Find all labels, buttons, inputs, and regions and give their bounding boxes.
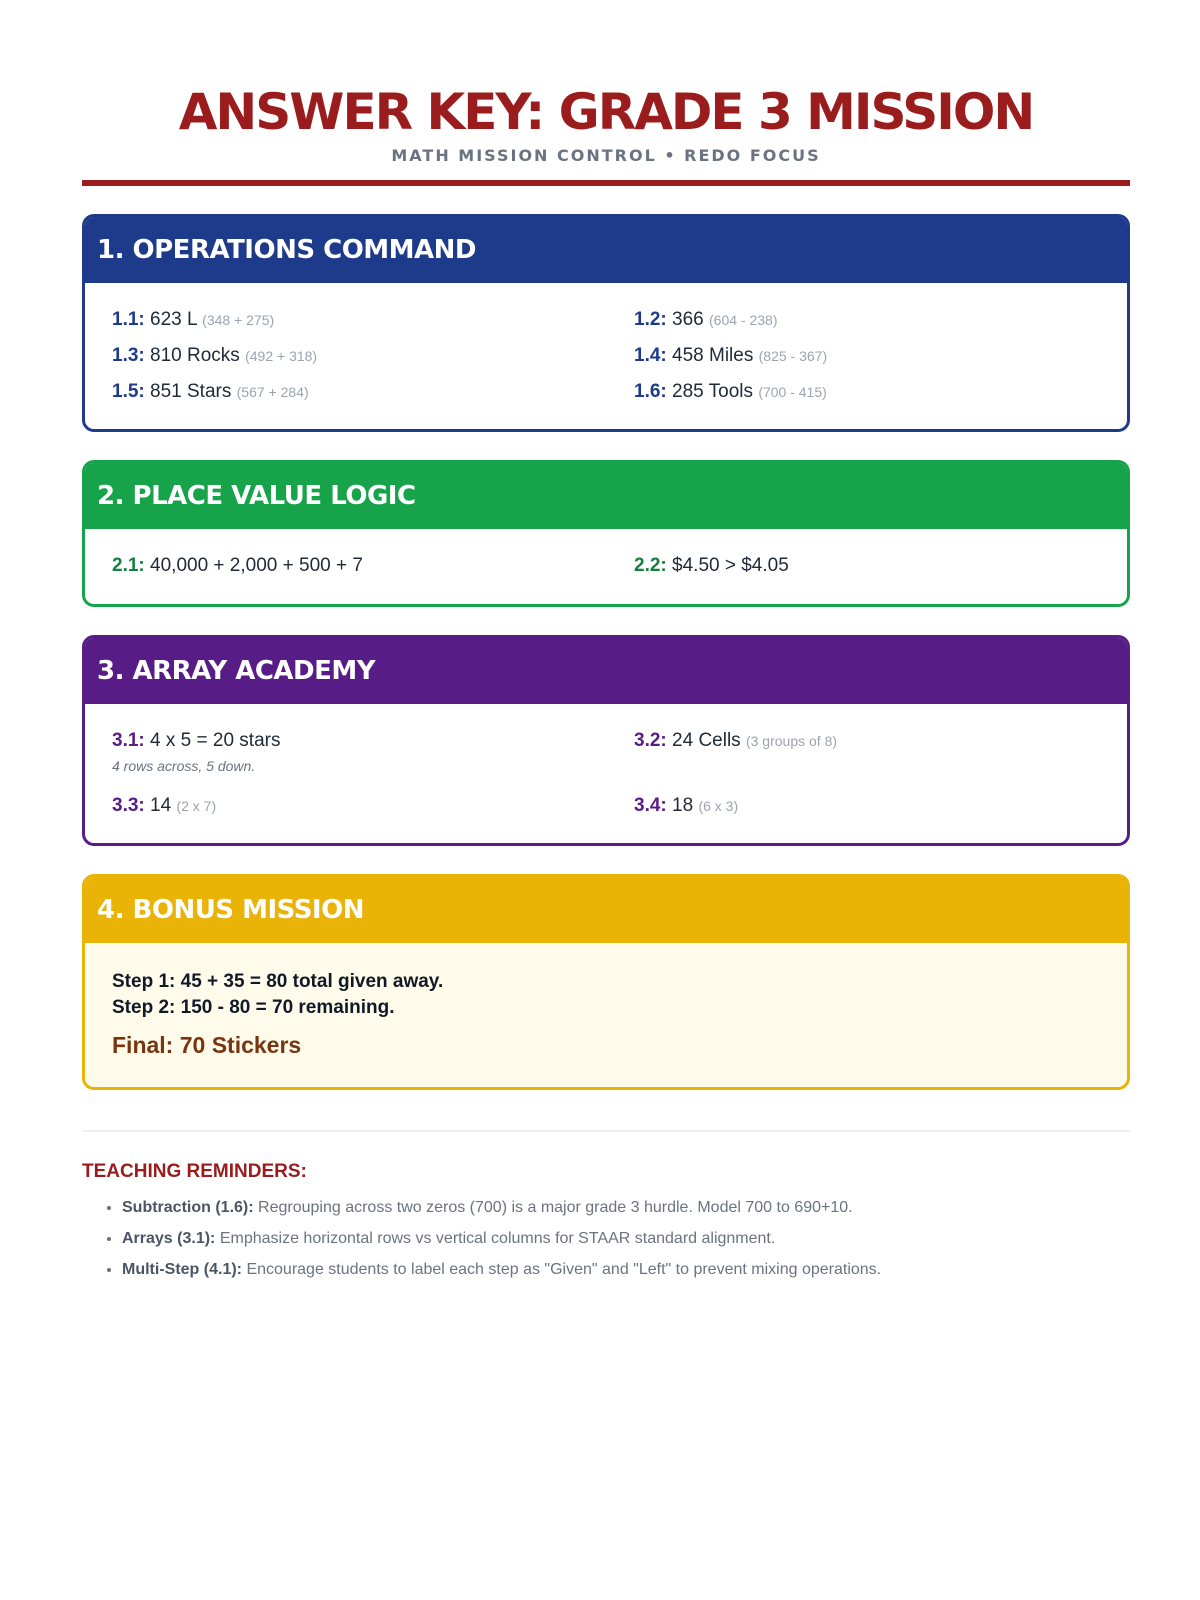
answer-value: 4 x 5 = 20 stars	[150, 730, 281, 751]
footer-divider	[82, 1130, 1130, 1132]
answer-item	[634, 793, 1100, 819]
title-divider	[82, 180, 1130, 186]
section-title: 4. BONUS MISSION	[85, 877, 1127, 943]
section-title: 3. ARRAY ACADEMY	[85, 638, 1127, 704]
bonus-mission-section	[82, 874, 1130, 1090]
answer-number: 1.1:	[112, 309, 145, 330]
answer-number: 3.4:	[634, 795, 667, 816]
answer-number: 1.2:	[634, 309, 667, 330]
answer-value: 851 Stars	[150, 381, 232, 402]
answer-item	[112, 553, 634, 578]
page-header	[82, 0, 1130, 186]
answer-note: 4 rows across, 5 down.	[112, 758, 256, 774]
answer-hint: (700 - 415)	[758, 384, 827, 400]
answer-number: 1.6:	[634, 381, 667, 402]
reminders-title: TEACHING REMINDERS:	[82, 1161, 307, 1182]
answer-item	[634, 307, 1100, 333]
answer-hint: (3 groups of 8)	[745, 733, 838, 749]
answer-number: 1.5:	[112, 381, 145, 402]
reminder-item	[122, 1192, 1130, 1223]
bonus-final-answer: Final: 70 Stickers	[112, 1032, 302, 1058]
answer-hint: (567 + 284)	[236, 384, 309, 400]
answer-number: 2.1:	[112, 555, 145, 576]
answer-item	[112, 379, 634, 405]
reminder-text: Regrouping across two zeros (700) is a major grade 3 hurdle. Model 700 to 690+10.	[258, 1199, 853, 1216]
answer-number: 1.3:	[112, 345, 145, 366]
bonus-step-2: Step 2: 150 - 80 = 70 remaining.	[112, 997, 395, 1018]
operations-command-section	[82, 214, 1130, 432]
answer-hint: (492 + 318)	[245, 348, 318, 364]
answer-item	[634, 553, 1100, 578]
answer-value: 24 Cells	[672, 730, 741, 751]
reminder-item	[122, 1223, 1130, 1254]
answer-value: 623 L	[150, 309, 197, 330]
answer-item	[112, 793, 634, 819]
place-value-logic-section	[82, 460, 1130, 607]
answer-item	[634, 379, 1100, 405]
reminders-list	[82, 1192, 1130, 1285]
answer-item	[634, 728, 1100, 775]
answer-value: 366	[672, 309, 704, 330]
answer-value: 810 Rocks	[150, 345, 240, 366]
reminder-text: Encourage students to label each step as "Given" and "Left" to prevent mixing operations.	[246, 1261, 882, 1278]
reminder-lead: Subtraction (1.6):	[122, 1199, 254, 1216]
answer-number: 2.2:	[634, 555, 667, 576]
answer-value: 14	[150, 795, 172, 816]
answer-value: 285 Tools	[672, 381, 754, 402]
answer-value: 18	[672, 795, 694, 816]
answer-number: 3.1:	[112, 730, 145, 751]
answer-number: 3.2:	[634, 730, 667, 751]
bonus-step-1: Step 1: 45 + 35 = 80 total given away.	[112, 971, 444, 992]
answer-key-page	[82, 0, 1130, 1285]
answer-hint: (348 + 275)	[202, 312, 275, 328]
answer-item	[634, 343, 1100, 369]
section-title: 1. OPERATIONS COMMAND	[85, 217, 1127, 283]
answer-hint: (604 - 238)	[709, 312, 778, 328]
reminder-text: Emphasize horizontal rows vs vertical columns for STAAR standard alignment.	[219, 1230, 776, 1247]
page-title: ANSWER KEY: GRADE 3 MISSION	[178, 83, 1034, 141]
reminder-item	[122, 1254, 1130, 1285]
array-academy-section	[82, 635, 1130, 846]
page-subtitle: MATH MISSION CONTROL • REDO FOCUS	[391, 146, 821, 165]
answer-hint: (2 x 7)	[176, 798, 217, 814]
answer-hint: (825 - 367)	[758, 348, 828, 364]
answer-number: 1.4:	[634, 345, 667, 366]
section-title: 2. PLACE VALUE LOGIC	[85, 463, 1127, 529]
answer-item	[112, 307, 634, 333]
answer-value: 458 Miles	[672, 345, 754, 366]
answer-hint: (6 x 3)	[698, 798, 739, 814]
answer-number: 3.3:	[112, 795, 145, 816]
answer-value: $4.50 > $4.05	[672, 555, 789, 576]
answer-value: 40,000 + 2,000 + 500 + 7	[150, 555, 363, 576]
reminder-lead: Multi-Step (4.1):	[122, 1261, 242, 1278]
answer-item	[112, 728, 634, 775]
reminder-lead: Arrays (3.1):	[122, 1230, 216, 1247]
answer-item	[112, 343, 634, 369]
teaching-reminders	[82, 1160, 1130, 1285]
